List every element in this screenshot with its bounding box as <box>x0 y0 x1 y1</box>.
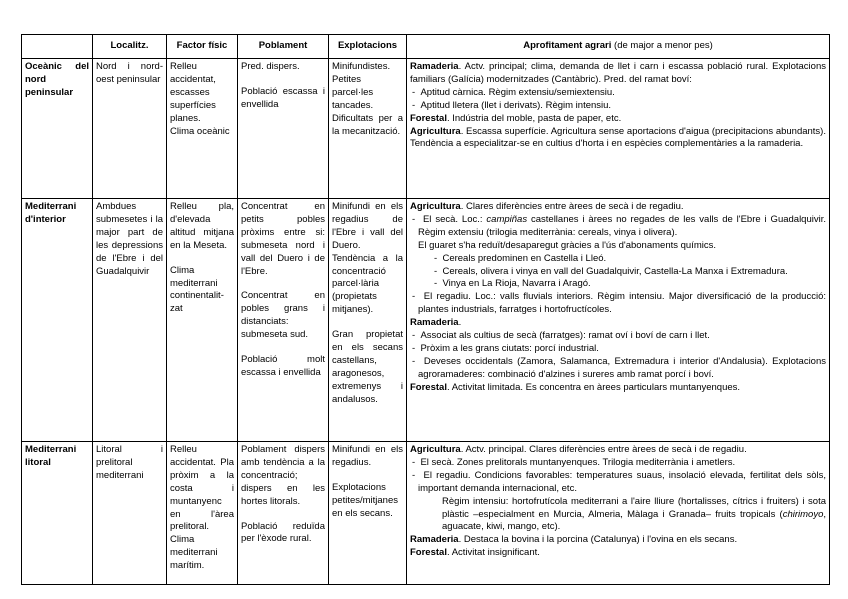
factor-cell <box>167 199 238 442</box>
list-item: - El regadiu. Condicions favorables: temperatures suaus, insolació elevada, fertilitat dels sòls, important demanda internacional, etc. <box>412 469 826 494</box>
explotacions-text: Minifundistes. Petites parcel·les tancades. Dificultats per a la mecanització. <box>332 61 403 137</box>
agricultura-paragraph <box>410 201 826 214</box>
list-item-text: Cereals, olivera i vinya en vall del Guadalquivir, Castella-La Manxa i Extremadura. <box>442 265 788 277</box>
forestal-label: Forestal <box>410 547 447 559</box>
agricultura-text: . Clares diferències entre àrees de secà i de regadiu. <box>460 201 684 212</box>
localitz-cell: Ambdues submesetes i la major part de les depressions de l'Ebre i del Guadalquivir <box>93 199 167 442</box>
list-item-text: El regadiu. Loc.: valls fluvials interiors. Règim intensiu. Major diversificació de la producció: plantes industrials, farratges i hortofructícoles. <box>418 291 827 316</box>
agricultura-paragraph <box>410 126 826 152</box>
italic-term: chirimoyo <box>782 508 824 520</box>
table-row <box>22 442 830 585</box>
list-item-text: El regadiu. Condicions favorables: temperatures suaus, insolació elevada, fertilitat dels sòls, important demanda internacional, etc. <box>418 469 826 494</box>
list-item: - Vinya en La Rioja, Navarra i Aragó. <box>434 278 591 290</box>
ramaderia-label: Ramaderia <box>410 317 459 329</box>
list-item-text: Aptitud lletera (llet i derivats). Règim intensiu. <box>420 99 612 111</box>
list-item-text: Règim intensiu: hortofrutícola mediterrani a l'aire lliure (hortalisses, cítrics i fruiters) i sota plàstic –especialment en Murcia, Almeria, Màlaga i Granada– fruits tropicals ( <box>442 495 826 520</box>
factor-text: Clima mediterrani continentalit-zat <box>170 264 224 315</box>
ramaderia-text: . Actv. principal; clima, demanda de llet i carn i escassa població rural. Explotacions familiars (Galícia) modernitzades (Cantàbric). Pred. del ramat boví: <box>410 61 826 85</box>
poblament-cell <box>238 199 329 442</box>
forestal-paragraph <box>410 113 826 126</box>
list-item: - Cereals, olivera i vinya en vall del Guadalquivir, Castella-La Manxa i Extremadura. <box>434 265 788 277</box>
poblament-text: Població escassa i envellida <box>241 85 325 110</box>
explotacions-cell <box>329 59 407 199</box>
explotacions-text: Minifundi en els regadius de l'Ebre i vall del Duero. Tendència a la concentració parcel·lària (propietats mitjanes). <box>332 201 403 316</box>
forestal-paragraph <box>410 382 826 395</box>
forestal-paragraph <box>410 547 826 560</box>
list-item: - El secà. Loc.: campiñas castellanes i àrees no regades de les valls de l'Ebre i Guadalquivir. Règim extensiu (trilogia mediterrània: cereals, vinya i olivera). <box>412 213 827 238</box>
table-row <box>22 59 830 199</box>
list-item: - El secà. Zones prelitorals muntanyenques. Trilogia mediterrània i ametlers. <box>412 456 736 468</box>
list-item-text: Deveses occidentals (Zamora, Salamanca, Extremadura i interior d'Andalusia). Explotacions agroramaderes: combinació d'alzines i sureres amb ramat porcí i boví. <box>418 355 826 380</box>
row-heading: Oceànic del nord peninsular <box>22 59 93 199</box>
header-poblament: Poblament <box>238 35 329 59</box>
poblament-text: Població molt escassa i envellida <box>241 354 325 378</box>
list-item-text: Cereals predominen en Castella i Lleó. <box>442 252 607 264</box>
factor-text: Clima oceànic <box>170 125 230 137</box>
poblament-cell <box>238 442 329 585</box>
ramaderia-text: . Destaca la bovina i la porcina (Catalunya) i l'ovina en els secans. <box>458 534 738 546</box>
list-item-text: castellanes i àrees no regades de les valls de l'Ebre i Guadalquivir. Règim extensiu (trilogia mediterrània: cereals, vinya i olivera). <box>418 213 827 238</box>
list-item-text: El secà. Zones prelitorals muntanyenques. Trilogia mediterrània i ametlers. <box>420 456 736 468</box>
factor-text: Relleu accidentat, escasses superfícies planes. <box>170 61 216 124</box>
list-item: - Pròxim a les grans ciutats: porcí industrial. <box>412 342 599 354</box>
forestal-text: . Activitat insignificant. <box>446 547 540 559</box>
aprofitament-cell <box>407 199 830 442</box>
list-item: - El regadiu. Loc.: valls fluvials interiors. Règim intensiu. Major diversificació de la producció: plantes industrials, farratges i hortofructícoles. <box>412 291 827 316</box>
row-heading: Mediterrani litoral <box>22 442 93 585</box>
aprofitament-cell <box>407 442 830 585</box>
header-blank <box>22 35 93 59</box>
explotacions-text: Minifundi en els regadius. <box>332 444 403 468</box>
list-item-continuation <box>410 496 826 535</box>
poblament-text: Poblament dispers amb tendència a la concentració; dispers en les hortes litorals. <box>241 444 325 507</box>
list-item-text: El secà. Loc.: <box>422 213 487 225</box>
header-aprofitament-title: Aprofitament agrari <box>523 40 612 52</box>
localitz-cell: Litoral i prelitoral mediterrani <box>93 442 167 585</box>
factor-text: Relleu pla, d'elevada altitud mitjana en la Meseta. <box>170 201 234 251</box>
forestal-text: . Activitat limitada. Es concentra en àrees particulars muntanyenques. <box>446 381 741 393</box>
header-aprofitament <box>407 35 830 59</box>
agricultura-paragraph <box>410 444 826 457</box>
poblament-text: Població reduïda per l'èxode rural. <box>241 520 325 545</box>
factor-cell <box>167 59 238 199</box>
header-explotacions: Explotacions <box>329 35 407 59</box>
list-item-text: Vinya en La Rioja, Navarra i Aragó. <box>442 278 591 290</box>
factor-text: Relleu accidentat. Pla pròxim a la costa i muntanyenc en l'àrea prelitoral. Clima mediterrani marítim. <box>170 444 234 572</box>
explotacions-cell <box>329 199 407 442</box>
agrarian-landscapes-table <box>21 34 830 585</box>
list-item-text: Aptitud càrnica. Règim extensiu/semiextensiu. <box>420 86 615 98</box>
poblament-cell <box>238 59 329 199</box>
forestal-label: Forestal <box>410 381 447 393</box>
list-item: - Deveses occidentals (Zamora, Salamanca, Extremadura i interior d'Andalusia). Explotacions agroramaderes: combinació d'alzines i sureres amb ramat porcí i boví. <box>412 355 826 380</box>
list-item: - Cereals predominen en Castella i Lleó. <box>434 252 607 264</box>
localitz-cell: Nord i nord-oest peninsular <box>93 59 167 199</box>
agricultura-text: . Escassa superfície. Agricultura sense aportacions d'aigua (precipitacions abundants). Tendència a especialitzar-se en cultius d'horta i en espècies complementàries a la ramaderia. <box>410 125 826 150</box>
table-row <box>22 199 830 442</box>
ramaderia-text: . <box>458 317 462 329</box>
agricultura-label: Agricultura <box>410 125 461 137</box>
forestal-text: . Indústria del moble, pasta de paper, etc. <box>446 112 622 124</box>
list-item-text: , aguacate, kiwi, mango, etc). <box>442 508 826 533</box>
ramaderia-label: Ramaderia <box>410 61 459 72</box>
forestal-label: Forestal <box>410 112 447 124</box>
factor-cell <box>167 442 238 585</box>
list-item: - Aptitud lletera (llet i derivats). Règim intensiu. <box>412 99 612 111</box>
agricultura-text: . Actv. principal. Clares diferències entre àrees de secà i de regadiu. <box>460 444 747 455</box>
ramaderia-paragraph <box>410 61 826 87</box>
header-localitz: Localitz. <box>93 35 167 59</box>
ramaderia-label: Ramaderia <box>410 534 459 546</box>
ramaderia-paragraph <box>410 534 826 547</box>
list-item-continuation: El guaret s'ha reduït/desaparegut gràcies a l'ús d'abonaments químics. <box>418 239 717 251</box>
explotacions-text: Gran propietat en els secans castellans, aragonesos, extremenys i andalusos. <box>332 329 403 405</box>
italic-term: campiñas <box>486 213 528 225</box>
aprofitament-cell <box>407 59 830 199</box>
agricultura-label: Agricultura <box>410 444 461 455</box>
header-row <box>22 35 830 59</box>
list-item-text: Associat als cultius de secà (farratges): ramat oví i boví de carn i llet. <box>420 330 710 342</box>
ramaderia-paragraph <box>410 317 826 330</box>
poblament-text: Pred. dispers. <box>241 61 300 72</box>
explotacions-cell <box>329 442 407 585</box>
header-aprofitament-subtitle: (de major a menor pes) <box>614 40 713 52</box>
explotacions-text: Explotacions petites/mitjanes en els secans. <box>332 481 399 519</box>
list-item: - Associat als cultius de secà (farratges): ramat oví i boví de carn i llet. <box>412 330 710 342</box>
list-item: - Aptitud càrnica. Règim extensiu/semiextensiu. <box>412 86 615 98</box>
poblament-text: Concentrat en pobles grans i distanciats: submeseta sud. <box>241 290 325 341</box>
poblament-text: Concentrat en petits pobles pròxims entre si: submeseta nord i vall del Duero i de l'Ebre. <box>241 201 325 277</box>
list-item-text: Pròxim a les grans ciutats: porcí industrial. <box>420 342 599 354</box>
row-heading: Mediterrani d'interior <box>22 199 93 442</box>
agricultura-label: Agricultura <box>410 201 461 212</box>
header-factor-fisic: Factor físic <box>167 35 238 59</box>
